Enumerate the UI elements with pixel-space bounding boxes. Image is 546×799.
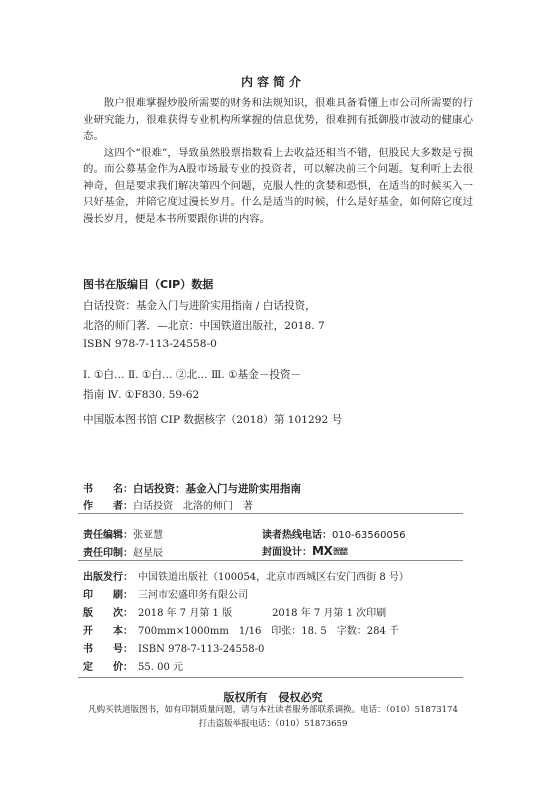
- edition-row: 版 次： 2018 年 7 月第 1 版 2018 年 7 月第 1 次印刷: [83, 608, 387, 619]
- piracy-hotline: 打击盗版举报电话：（010）51873659: [198, 719, 348, 729]
- cip-classification: 指南 Ⅳ. ①F830. 59-62: [83, 389, 200, 401]
- summary-paragraph: 这四个“很难”，导致虽然股票指数看上去收益还相当不错，但股民大多数是亏损的。而公募基金作为A股市场最专业的投资者，可以解决前三个问题。复利听上去很神奇，但是要求我们解决第四个问题，克服人性的贪婪和恐惧，在适当的时候买入一只好基金，并陪它度过漫长岁月。什么是适当的时候，什么是好基金，如何陪它度过漫长岁月，便是本书所要跟你讲的内容。: [83, 146, 473, 225]
- printing-row: 印 刷： 三河市宏盛印务有限公司: [83, 590, 248, 601]
- editor-row: [83, 523, 163, 542]
- book-title-label: 书 名：: [83, 484, 133, 495]
- divider: [78, 560, 463, 561]
- author-row: [83, 494, 253, 513]
- divider: [78, 513, 463, 514]
- cover-design-row: [262, 540, 351, 559]
- mx-design-logo: MXDESIGN STUDIO: [312, 544, 348, 558]
- printer-row: [83, 541, 163, 560]
- cover-design-label: 封面设计：: [262, 547, 312, 558]
- service-notice: 凡购买铁道版图书，如有印制质量问题，请与本社读者服务部联系调换。电话：（010）51873174: [88, 705, 458, 715]
- printer-value: 赵星辰: [133, 548, 163, 559]
- summary-paragraph: 散户很难掌握炒股所需要的财务和法规知识，很难具备看懂上市公司所需要的行业研究能力，很难获得专业机构所掌握的信息优势，很难拥有抵御股市波动的健康心态。: [83, 97, 473, 142]
- author-value: 白话投资 北洛的师门 著: [133, 501, 253, 512]
- editor-label: 责任编辑：: [83, 530, 133, 541]
- summary-title: 内容简介: [240, 75, 305, 89]
- cip-line: 白话投资：基金入门与进阶实用指南 / 白话投资，: [83, 300, 316, 312]
- copyright-title: 版权所有 侵权必究: [223, 691, 323, 704]
- cip-cataloging-number: 中国版本图书馆 CIP 数据核字（2018）第 101292 号: [83, 414, 343, 426]
- cip-classification: Ⅰ. ①白… Ⅱ. ①白… ②北… Ⅲ. ①基金－投资－: [83, 369, 302, 381]
- hotline-value: 010-63560056: [332, 530, 406, 541]
- cip-heading: 图书在版编目（CIP）数据: [83, 278, 214, 291]
- printer-label: 责任印制：: [83, 548, 133, 559]
- hotline-label: 读者热线电话：: [262, 530, 332, 541]
- divider: [78, 677, 463, 678]
- book-title-value: 白话投资：基金入门与进阶实用指南: [133, 483, 301, 495]
- publisher-row: 出版发行： 中国铁道出版社（100054，北京市西城区右安门西街 8 号）: [83, 572, 409, 583]
- price-row: 定 价： 55. 00 元: [83, 662, 183, 673]
- isbn-row: 书 号： ISBN 978-7-113-24558-0: [83, 644, 265, 655]
- author-label: 作 者：: [83, 501, 133, 512]
- cip-line: 北洛的师门著．—北京：中国铁道出版社，2018. 7: [83, 320, 325, 332]
- cip-isbn: ISBN 978-7-113-24558-0: [83, 338, 217, 350]
- format-row: 开 本： 700mm×1000mm 1/16 印张：18. 5 字数：284 千: [83, 626, 400, 637]
- editor-value: 张亚慧: [133, 530, 163, 541]
- summary-body: [83, 95, 473, 227]
